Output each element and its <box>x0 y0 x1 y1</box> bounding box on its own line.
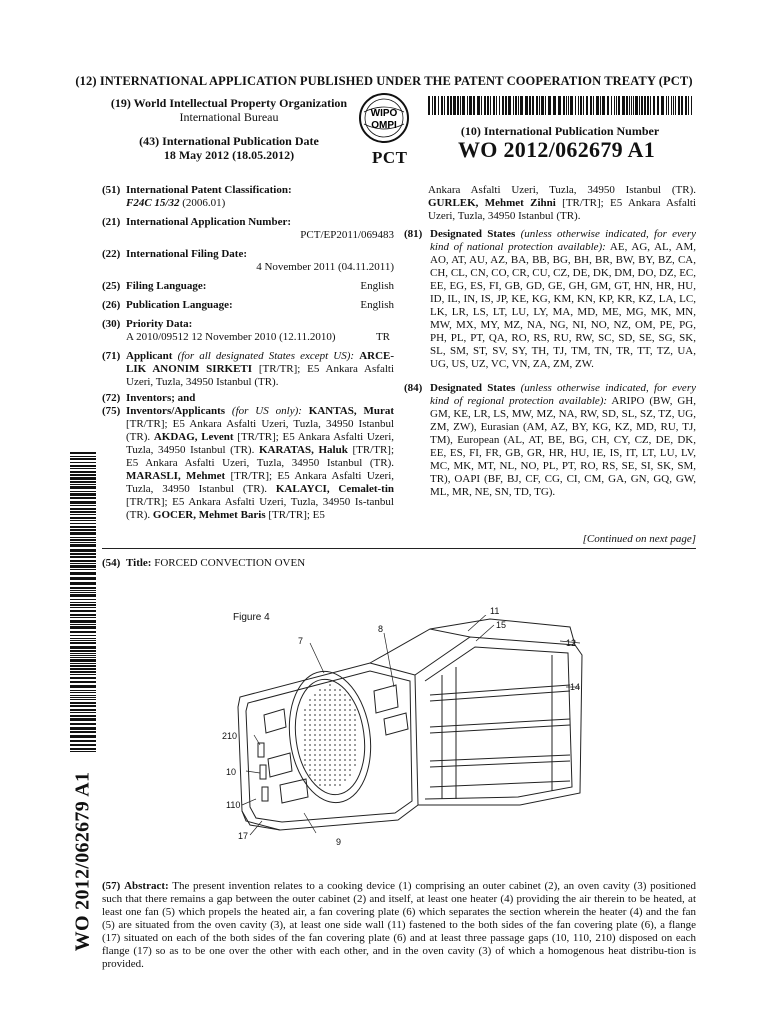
field-71 <box>102 350 394 389</box>
ipc-year: (2006.01) <box>182 197 226 209</box>
figure-ref: 15 <box>496 620 507 630</box>
field-label: International Application Number: <box>126 216 292 228</box>
inventor-note: (for US only): <box>231 405 302 417</box>
field-number: (81) <box>404 228 423 240</box>
publication-language: English <box>360 299 394 311</box>
abstract-number: (57) <box>102 880 121 892</box>
figure-ref: 8 <box>378 624 384 634</box>
field-number: (26) <box>102 299 121 311</box>
side-publication-number: WO 2012/062679 A1 <box>71 771 94 952</box>
figure-ref: 110 <box>226 800 241 810</box>
abstract <box>102 880 696 971</box>
field-number: (75) <box>102 405 121 417</box>
figure-ref: 10 <box>226 767 237 777</box>
filing-date: 4 November 2011 (04.11.2011) <box>256 261 394 273</box>
field-22 <box>102 248 394 274</box>
applicant-address: [TR/TR]; E5 Ankara Asfalti Uzeri, Tuzla, 34950 Istanbul (TR). <box>126 363 394 388</box>
field-label: Applicant <box>126 350 173 362</box>
inventor-address: [TR/TR]; E5 Ankara Asfalti Uzeri, Tuzla, 34950 Istanbul (TR). <box>126 444 395 469</box>
field-25 <box>102 280 394 293</box>
barcode-top <box>428 96 692 115</box>
inventor-address: Ankara Asfalti Uzeri, Tuzla, 34950 Istanbul (TR). <box>428 184 696 196</box>
inventor-address: [TR/TR]; E5 Ankara Asfalti Uzeri, Tuzla, 34950 Istanbul (TR). <box>126 418 394 443</box>
inventor-address: [TR/TR]; E5 <box>268 509 325 521</box>
inventor-address: [TR/TR]; E5 Ankara Asfalti Uzeri, Tuzla, 34950 Istanbul (TR). <box>428 197 696 222</box>
field-number: (72) <box>102 392 121 404</box>
field-label: Title: <box>126 557 152 569</box>
field-number: (21) <box>102 216 121 228</box>
priority-data: A 2010/09512 12 November 2010 (12.11.2010) <box>126 331 336 343</box>
publication-number: WO 2012/062679 A1 <box>458 137 655 162</box>
field-number: (54) <box>102 557 121 569</box>
logo-text-wipo: WIPO <box>370 108 398 119</box>
field-84 <box>404 382 696 499</box>
field-72 <box>102 392 394 405</box>
pct-label: PCT <box>372 148 408 167</box>
field-number: (84) <box>404 382 423 394</box>
publication-number-label: (10) International Publication Number <box>460 124 660 138</box>
continued-note: [Continued on next page] <box>582 533 696 545</box>
field-number: (25) <box>102 280 121 292</box>
designated-states-regional: ARIPO (BW, GH, GM, KE, LR, LS, MW, MZ, NA, RW, SD, SL, SZ, TZ, UG, ZM, ZW), Eurasian (AM, AZ, BY, KG, KZ, MD, RU, TJ, TM), European (AL, AT, BE, BG, CH, CY, CZ, DE, DK, EE, ES, FI, FR, GB, GR, HR, HU, IE, IS, IT, LT, LU, LV, MC, MK, MT, NL, NO, PL, PT, RO, RS, SE, SI, SK, SM, TR), OAPI (BF, BJ, CF, CG, CI, CM, GA, GN, GQ, GW, ML, MR, NE, SN, TD, TG). <box>430 395 696 498</box>
figure-ref: 14 <box>570 682 581 692</box>
inventor-name: GOCER, Mehmet Baris <box>152 509 266 521</box>
inventor-address: [TR/TR]; E5 Ankara Asfalti Uzeri, Tuzla, 34950 Istanbul (TR). <box>126 431 395 456</box>
field-label: Designated States <box>430 382 516 394</box>
inventor-name: KARATAS, Haluk <box>258 444 348 456</box>
publication-date-value: 18 May 2012 (18.05.2012) <box>163 148 295 162</box>
figure-ref: 11 <box>490 606 500 616</box>
inventor-name: MARASLI, Mehmet <box>126 470 226 482</box>
side-publication-number-block <box>62 770 102 960</box>
field-label: Inventors; and <box>126 392 196 404</box>
field-label: Priority Data: <box>126 318 193 330</box>
field-75 <box>102 405 394 522</box>
field-label: Designated States <box>430 228 516 240</box>
field-81 <box>404 228 696 371</box>
designated-states-note: (unless otherwise indicated, for every kind of regional protection available): <box>430 382 696 407</box>
figure-ref: 12 <box>566 638 577 648</box>
ipc-code: F24C 15/32 <box>126 197 180 209</box>
abstract-label: Abstract: <box>124 880 169 892</box>
wipo-logo <box>358 92 410 144</box>
field-label: Filing Language: <box>126 280 207 292</box>
invention-title: FORCED CONVECTION OVEN <box>154 557 306 569</box>
field-21 <box>102 216 394 242</box>
oven-drawing <box>220 615 600 847</box>
inventor-name: AKDAG, Levent <box>153 431 234 443</box>
wipo-org-name: (19) World Intellectual Property Organization <box>110 96 348 110</box>
inventor-address: [TR/TR]; E5 Ankara Asfalti Uzeri, Tuzla, 34950 Is-tanbul (TR). <box>126 496 394 521</box>
wipo-block <box>102 96 356 124</box>
field-label: Publication Language: <box>126 299 233 311</box>
inventor-address: [TR/TR]; E5 Ankara Asfalti Uzeri, Tuzla, 34950 Istanbul (TR). <box>126 470 394 495</box>
priority-country: TR <box>375 331 390 343</box>
publication-date-block <box>102 134 356 162</box>
field-51 <box>102 184 394 210</box>
figure-ref: 210 <box>222 731 238 741</box>
inventor-continuation <box>404 184 696 223</box>
field-54 <box>102 557 696 570</box>
field-number: (51) <box>102 184 121 196</box>
inventor-name: KALAYCI, Cemalet-tin <box>275 483 395 495</box>
designated-states-note: (unless otherwise indicated, for every kind of national protection available): <box>430 228 696 253</box>
inventor-name: GURLEK, Mehmet Zihni <box>428 197 556 209</box>
document-header: (12) INTERNATIONAL APPLICATION PUBLISHED UNDER THE PATENT COOPERATION TREATY (PCT) <box>75 74 693 88</box>
applicant-note: (for all designated States except US): <box>177 350 355 362</box>
field-label: International Filing Date: <box>126 248 247 260</box>
barcode-side <box>70 452 96 752</box>
field-number: (71) <box>102 350 121 362</box>
figure-label: Figure 4 <box>233 612 270 623</box>
field-number: (22) <box>102 248 121 260</box>
field-label: Inventors/Applicants <box>126 405 226 417</box>
application-number: PCT/EP2011/069483 <box>300 229 394 241</box>
publication-date-label: (43) International Publication Date <box>139 134 319 148</box>
divider <box>102 548 696 549</box>
field-label: International Patent Classification: <box>126 184 292 196</box>
field-26 <box>102 299 394 312</box>
field-30 <box>102 318 394 344</box>
field-number: (30) <box>102 318 121 330</box>
logo-text-ompi: OMPI <box>371 120 397 131</box>
figure-ref: 7 <box>298 636 304 646</box>
designated-states-national: AE, AG, AL, AM, AO, AT, AU, AZ, BA, BB, BG, BH, BR, BW, BY, BZ, CA, CH, CL, CN, CO, CR, CU, CZ, DE, DK, DM, DO, DZ, EC, EE, EG, ES, FI, GB, GD, GE, GH, GM, GT, HN, HR, HU, ID, IL, IN, IS, JP, KE, KG, KM, KN, KP, KR, KZ, LA, LC, LK, LR, LS, LT, LU, LY, MA, MD, ME, MG, MK, MN, MW, MX, MY, MZ, NA, NG, NI, NO, NZ, OM, PE, PG, PH, PL, PT, QA, RO, RS, RU, RW, SC, SD, SE, SG, SK, SL, SM, ST, SV, SY, TH, TJ, TM, TN, TR, TT, TZ, UA, UG, US, UZ, VC, VN, ZA, ZM, ZW. <box>430 241 697 370</box>
applicant-name: ARCE-LIK ANONIM SIRKETI <box>126 350 395 375</box>
abstract-text: The present invention relates to a cooking device (1) comprising an outer cabinet (2), an oven cavity (3) positioned such that there remains a gap between the outer cabinet (2) and itself, at least one heater (4) providing the air therein to be heated, at least one fan (5) which propels the heated air, a fan covering plate (6) which separates the section wherein the heater (4) and the fan (5) are situated from the oven cavity (3), at least one side wall (11) fastened to the both sides of the fan covering plate (6), a flange (17) situated on each of the both sides of the fan covering plate (6) and at least three passage gaps (10, 110, 210) disposed on each flange (17) so as to be one over the other with each other, and in the oven cavity (3) of which a homogenous heat distribu-tion is provided. <box>102 880 697 970</box>
figure-ref: 9 <box>336 837 342 847</box>
wipo-bureau: International Bureau <box>179 110 279 124</box>
inventor-name: KANTAS, Murat <box>308 405 395 417</box>
filing-language: English <box>360 280 394 292</box>
figure-ref: 17 <box>238 831 249 841</box>
